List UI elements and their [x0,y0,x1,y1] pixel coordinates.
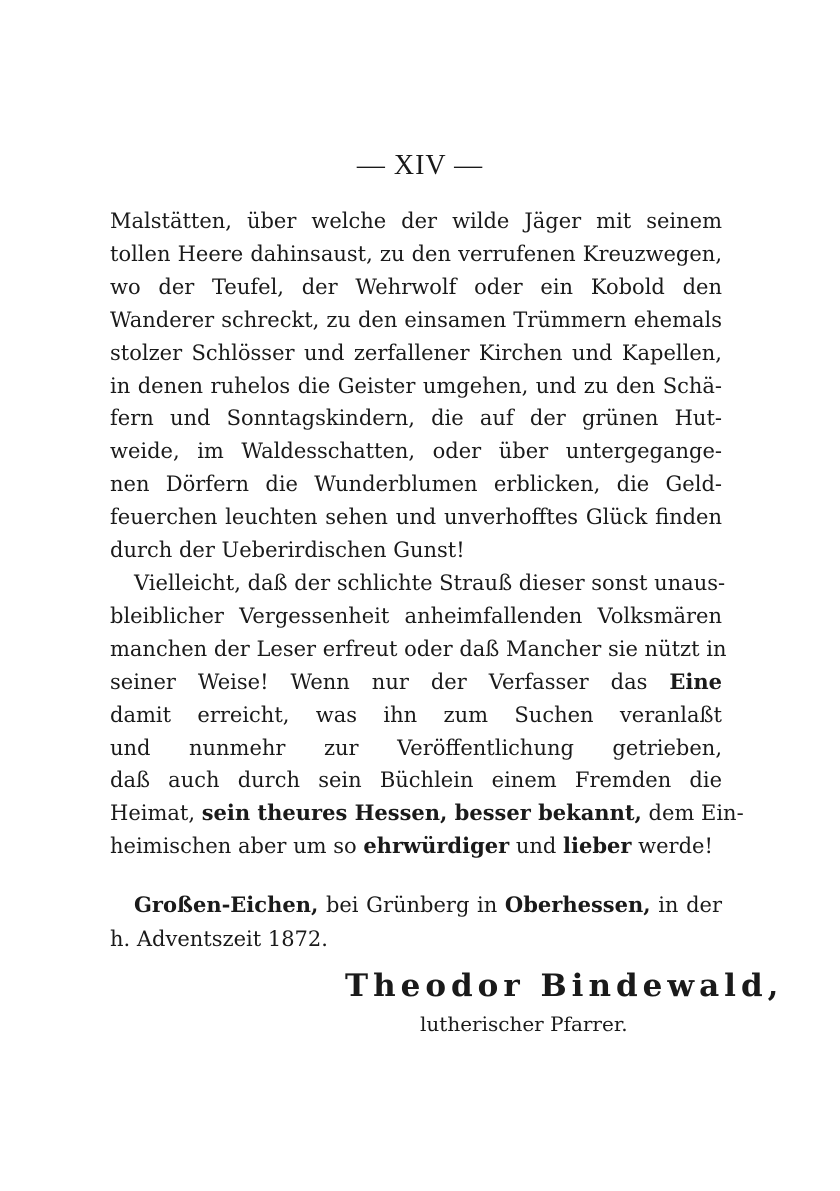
text-line: bleiblicher Vergessenheit anheimfallenden Volksmären [110,603,722,628]
date-line: h. Adventszeit 1872. [110,927,328,951]
text-run: und [509,834,564,859]
place-name: Großen-Eichen, [134,892,319,917]
text-run: dem Ein- [641,801,744,826]
text-run: bei Grünberg in [318,893,505,917]
text-line: in denen ruhelos die Geister umgehen, und zu den Schä- [110,373,722,398]
place-line [110,888,722,922]
text-line: Wanderer schreckt, zu den einsamen Trümmern ehemals [110,307,722,332]
text-run: heimischen aber um so [110,834,364,859]
emphasis-text: Eine [669,668,722,694]
text-line: stolzer Schlösser und zerfallener Kirchen und Kapellen, [110,340,722,365]
emphasis-text: sein theures Hessen, besser bekannt, [201,800,642,826]
text-line [110,797,744,830]
author-title: lutherischer Pfarrer. [420,1012,628,1036]
text-line: wo der Teufel, der Wehrwolf oder ein Kobold den [110,274,722,299]
text-line: tollen Heere dahinsaust, zu den verrufenen Kreuzwegen, [110,241,722,266]
text-line: fern und Sonntagskindern, die auf der grünen Hut- [110,406,722,431]
text-run: werde! [631,834,713,859]
text-run: Heimat, [110,801,202,826]
text-line: weide, im Waldesschatten, oder über untergegange- [110,439,722,464]
text-line [110,830,722,863]
author-signature: Theodor Bindewald, [345,968,784,1004]
text-line: Vielleicht, daß der schlichte Strauß dieser sonst unaus- [134,570,726,595]
text-line: manchen der Leser erfreut oder daß Mancher sie nützt in [110,636,727,661]
text-run: seiner Weise! Wenn nur der Verfasser das [110,669,670,694]
text-line: damit erreicht, was ihn zum Suchen veranlaßt [110,702,722,727]
text-line: Malstätten, über welche der wilde Jäger mit seinem [110,209,722,233]
text-line: daß auch durch sein Büchlein einem Fremden die [110,768,722,793]
text-line [110,666,722,699]
text-line: nen Dörfern die Wunderblumen erblicken, die Geld- [110,472,722,497]
text-line: und nunmehr zur Veröffentlichung getrieben, [110,735,722,760]
page-number: — XIV — [356,150,484,181]
region-name: Oberhessen, [504,892,651,917]
emphasis-text: ehrwürdiger [363,833,510,859]
emphasis-text: lieber [563,833,632,859]
place-and-date [110,888,722,956]
text-line: feuerchen leuchten sehen und unverhofftes Glück finden [110,505,722,530]
text-run: in der [650,893,722,917]
text-line: durch der Ueberirdischen Gunst! [110,538,465,563]
main-text [110,205,744,863]
